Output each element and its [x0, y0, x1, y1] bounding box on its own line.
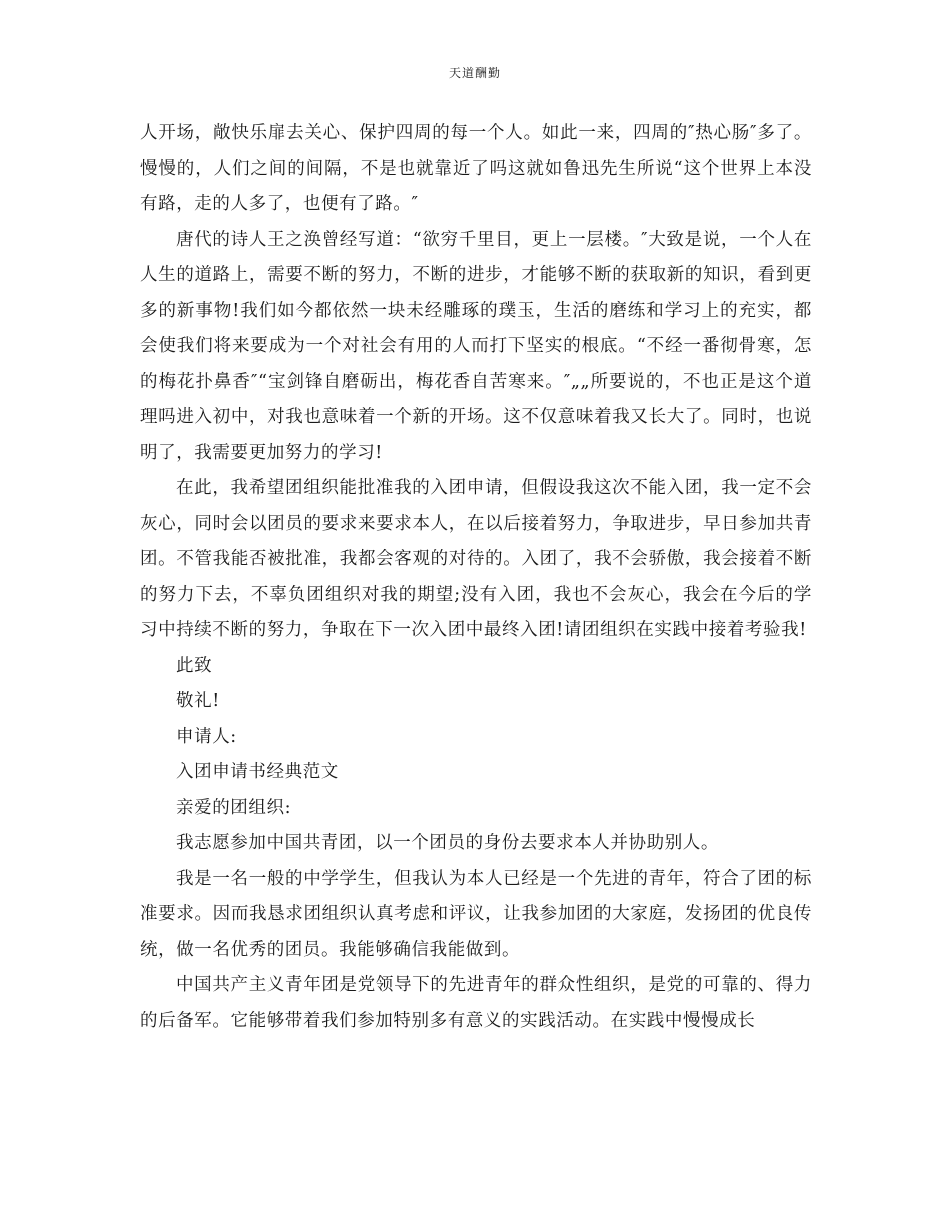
document-body [140, 116, 812, 1039]
paragraph-4: 我是一名一般的中学学生，但我认为本人已经是一个先进的青年，符合了团的标准要求。因而我恳求团组织认真考虑和评议，让我参加团的大家庭，发扬团的优良传统，做一名优秀的团员。我能够确信我能做到。 [140, 868, 812, 960]
section-title: 入团申请书经典范文 [176, 762, 339, 782]
paragraph-statement: 我志愿参加中国共青团，以一个团员的身份去要求本人并协助别人。 [176, 833, 719, 853]
paragraph-2: 唐代的诗人王之涣曾经写道：“欲穷千里目，更上一层楼。″大致是说，一个人在人生的道路上，需要不断的努力，不断的进步，才能够不断的获取新的知识，看到更多的新事物!我们如今都依然一块未经雕琢的璞玉，生活的磨练和学习上的充实，都会使我们将来要成为一个对社会有用的人而打下坚实的根底。“不经一番彻骨寒，怎的梅花扑鼻香″“宝剑锋自磨砺出，梅花香自苦寒来。″„„所要说的，不也正是这个道理吗进入初中，对我也意味着一个新的开场。这不仅意味着我又长大了。同时，也说明了，我需要更加努力的学习! [140, 229, 812, 463]
page-header: 天道酬勤 [448, 66, 501, 80]
closing-salutation: 此致 [176, 655, 213, 676]
closing-regards: 敬礼! [176, 691, 220, 711]
paragraph-3: 在此，我希望团组织能批准我的入团申请，但假设我这次不能入团，我一定不会灰心，同时会以团员的要求来要求本人，在以后接着努力，争取进步，早日参加共青团。不管我能否被批准，我都会客观的对待的。入团了，我不会骄傲，我会接着不断的努力下去，不辜负团组织对我的期望;没有入团，我也不会灰心，我会在今后的学习中持续不断的努力，争取在下一次入团中最终入团!请团组织在实践中接着考验我! [140, 478, 812, 640]
paragraph-5: 中国共产主义青年团是党领导下的先进青年的群众性组织，是党的可靠的、得力的后备军。它能够带着我们参加特别多有意义的实践活动。在实践中慢慢成长 [140, 975, 812, 1031]
applicant-line: 申请人: [176, 726, 237, 747]
paragraph-1: 人开场，敞快乐扉去关心、保护四周的每一个人。如此一来，四周的″热心肠″多了。慢慢的，人们之间的间隔，不是也就靠近了吗这就如鲁迅先生所说“这个世界上本没有路，走的人多了，也便有了路。″ [140, 123, 812, 214]
greeting: 亲爱的团组织: [176, 797, 292, 818]
